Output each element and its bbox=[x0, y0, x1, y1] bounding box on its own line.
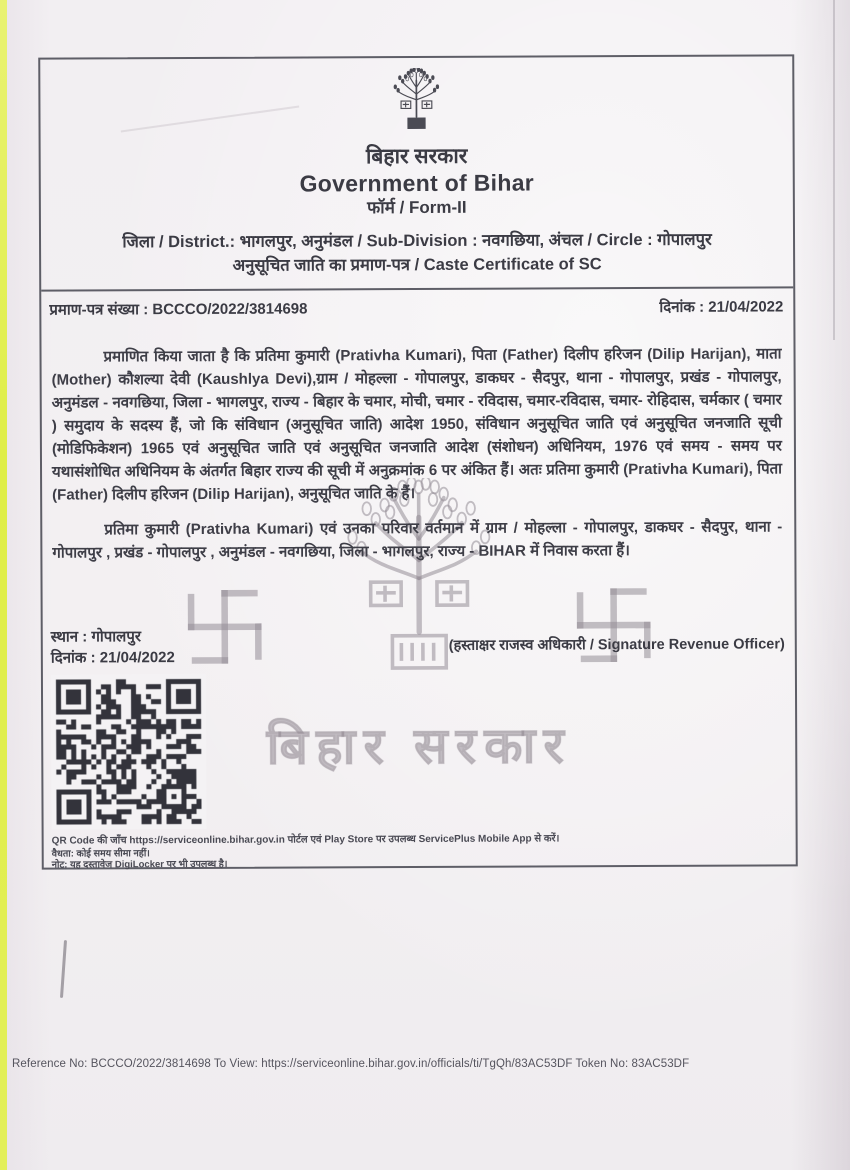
issue-date: दिनांक : 21/04/2022 bbox=[659, 298, 784, 316]
certificate-box bbox=[38, 54, 798, 869]
date-line: दिनांक : 21/04/2022 bbox=[50, 649, 175, 667]
certificate-title: अनुसूचित जाति का प्रमाण-पत्र / Caste Certificate of SC bbox=[232, 255, 602, 275]
qr-note-1: QR Code की जाँच https://serviceonline.bihar.gov.in पोर्टल एवं Play Store पर उपलब्ध ServicePlus Mobile App से करें। bbox=[51, 833, 560, 847]
body-paragraph-2: प्रतिमा कुमारी (Prativha Kumari) एवं उनका परिवार वर्तमान में ग्राम / मोहल्ला - गोपालपुर, डाकघर - सैदपुर, थाना - गोपालपुर , प्रखंड - गोपालपुर , अनुमंडल - नवगछिया, जिला - भागलपुर, राज्य - BIHAR में निवास करता हैं। bbox=[52, 518, 783, 562]
scanner-edge-strip bbox=[0, 0, 7, 1170]
certificate-number: प्रमाण-पत्र संख्या : BCCCO/2022/3814698 bbox=[49, 300, 308, 319]
form-title: फॉर्म / Form-II bbox=[367, 197, 467, 218]
footer-reference: Reference No: BCCCO/2022/3814698 To View: https://serviceonline.bihar.gov.in/officials/ti/TgQh/83AC53DF Token No: 83AC53DF bbox=[12, 1058, 690, 1070]
signature-label: (हस्ताक्षर राजस्व अधिकारी / Signature Revenue Officer) bbox=[448, 636, 785, 654]
org-name-english: Government of Bihar bbox=[299, 169, 535, 197]
watermark-text: बिहार सरकार bbox=[266, 717, 573, 775]
paper-crease bbox=[833, 0, 835, 340]
qr-note-3: नोट: यह दस्तावेज DigiLocker पर भी उपलब्ध है। bbox=[51, 858, 228, 871]
place-line: स्थान : गोपालपुर bbox=[50, 628, 142, 646]
paper-crease bbox=[60, 940, 67, 998]
bihar-emblem-icon bbox=[40, 66, 792, 143]
qr-code bbox=[51, 674, 207, 830]
body-paragraph-1: प्रमाणित किया जाता है कि प्रतिमा कुमारी (Prativha Kumari), पिता (Father) दिलीप हरिजन (Dilip Harijan), माता (Mother) कौशल्या देवी (Kaushlya Devi),ग्राम / मोहल्ला - गोपालपुर, डाकघर - सैदपुर, थाना - गोपालपुर, प्रखंड - गोपालपुर, अनुमंडल - नवगछिया, जिला - भागलपुर, राज्य - बिहार के चमार, मोची, चमार - रविदास, चमार-रविदास, चमार- रोहिदास, चर्मकार ( चमार ) समुदाय के सदस्य हैं, जो कि संविधान (अनुसूचित जाति) आदेश 1950, संविधान अनुसूचित जाति एवं अनुसूचित जनजाति सूची (मोडिफिकेशन) 1965 एवं अनुसूचित जाति एवं अनुसूचित जनजाति आदेश (संशोधन) अधिनियम, 1976 एवं समय - समय पर यथासंशोधित अधिनियम के अंतर्गत बिहार राज्य की सूची में अनुक्रमांक 6 पर अंकित हैं। अतः प्रतिमा कुमारी (Prativha Kumari), पिता (Father) दिलीप हरिजन (Dilip Harijan), अनुसूचित जाति के हैं। bbox=[51, 345, 783, 504]
org-name-hindi: बिहार सरकार bbox=[365, 144, 468, 169]
district-line: जिला / District.: भागलपुर, अनुमंडल / Sub-Division : नवगछिया, अंचल / Circle : गोपालपुर bbox=[122, 230, 712, 252]
qr-note-2: वैधता: कोई समय सीमा नहीं। bbox=[51, 847, 150, 860]
